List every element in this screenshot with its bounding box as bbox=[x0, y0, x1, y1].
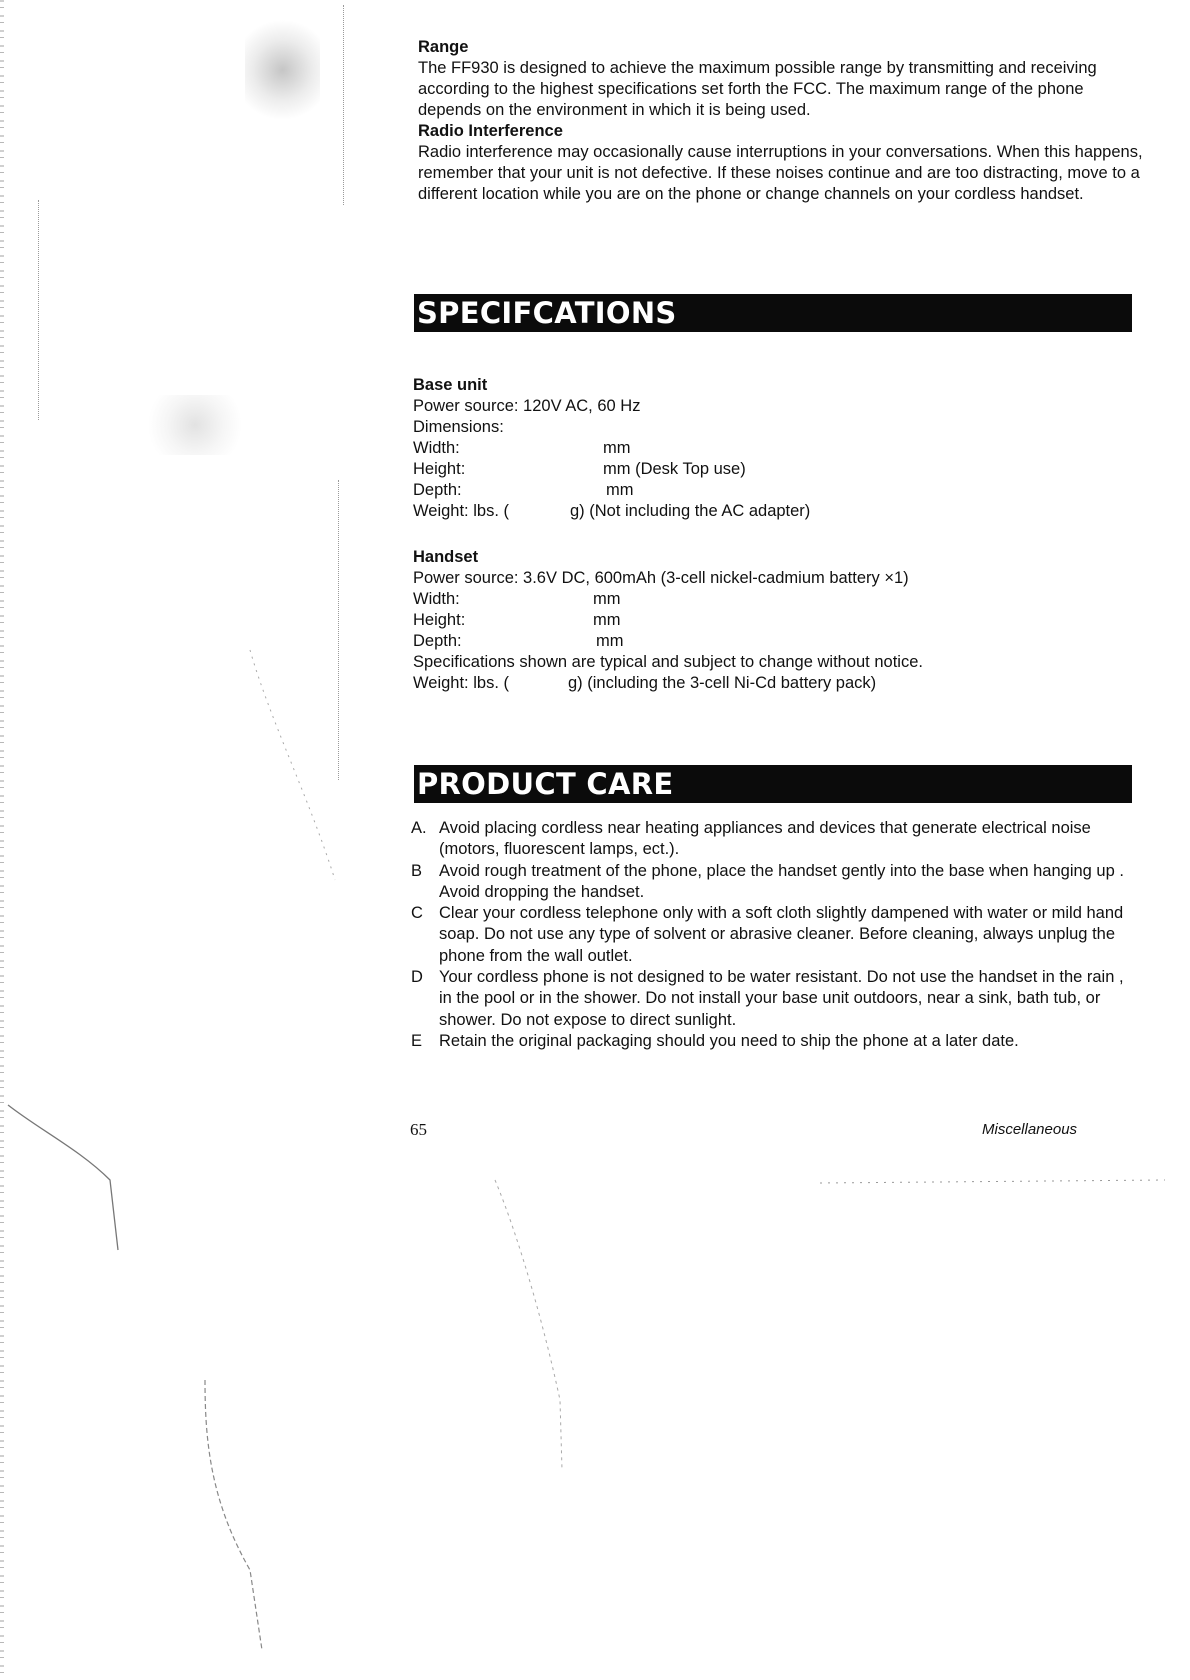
handset-specs bbox=[413, 547, 1133, 694]
list-item: E Retain the original packaging should you need to ship the phone at a later date. bbox=[411, 1031, 1019, 1050]
handset-depth: Depth: mm bbox=[413, 632, 624, 650]
base-unit-specs bbox=[413, 375, 1133, 522]
radio-interference-heading: Radio Interference bbox=[418, 122, 563, 140]
product-care-list bbox=[411, 818, 1136, 1052]
handset-power-source: Power source: 3.6V DC, 600mAh (3-cell nickel-cadmium battery ×1) bbox=[413, 569, 909, 587]
radio-interference-text: Radio interference may occasionally cause interruptions in your conversations. When this happens, remember that your unit is not defective. If these noises continue and are too distracting, move to a different location while you are on the phone or change channels on your cordless handset. bbox=[418, 143, 1143, 203]
list-item: A. Avoid placing cordless near heating appliances and devices that generate electrical noise (motors, fluorescent lamps, ect.). bbox=[411, 819, 1091, 859]
list-item: D Your cordless phone is not designed to be water resistant. Do not use the handset in the rain , in the pool or in the shower. Do not install your base unit outdoors, near a sink, bath tub, or shower. Do not expose to direct sunlight. bbox=[411, 968, 1124, 1029]
base-width: Width: mm bbox=[413, 439, 631, 457]
product-care-title-bar bbox=[414, 765, 1132, 803]
handset-heading: Handset bbox=[413, 548, 479, 566]
base-dimensions: Dimensions: bbox=[413, 418, 504, 436]
list-item: C Clear your cordless telephone only with a soft cloth slightly dampened with water or mild hand soap. Do not use any type of solvent or abrasive cleaner. Before cleaning, always unplug the phone from the wall outlet. bbox=[411, 904, 1124, 965]
base-power-source: Power source: 120V AC, 60 Hz bbox=[413, 397, 641, 415]
base-weight: Weight: lbs. ( g) (Not including the AC adapter) bbox=[413, 502, 811, 520]
range-heading: Range bbox=[418, 38, 469, 56]
base-height: Height: mm (Desk Top use) bbox=[413, 460, 746, 478]
specifications-title: SPECIFCATIONS bbox=[417, 296, 677, 330]
specifications-title-bar bbox=[414, 294, 1132, 332]
range-section bbox=[418, 37, 1143, 205]
handset-weight: Weight: lbs. ( g) (including the 3-cell Ni-Cd battery pack) bbox=[413, 674, 877, 692]
handset-spec-note: Specifications shown are typical and subject to change without notice. bbox=[413, 653, 923, 671]
base-depth: Depth: mm bbox=[413, 481, 634, 499]
range-text: The FF930 is designed to achieve the maximum possible range by transmitting and receiving according to the highest specifications set forth the FCC. The maximum range of the phone depends on the environment in which it is being used. bbox=[418, 59, 1097, 119]
handset-height: Height: mm bbox=[413, 611, 621, 629]
list-item: B Avoid rough treatment of the phone, place the handset gently into the base when hanging up . Avoid dropping the handset. bbox=[411, 861, 1124, 901]
handset-width: Width: mm bbox=[413, 590, 621, 608]
product-care-title: PRODUCT CARE bbox=[417, 767, 674, 801]
base-unit-heading: Base unit bbox=[413, 376, 488, 394]
page-number: 65 bbox=[410, 1120, 427, 1139]
section-name: Miscellaneous bbox=[982, 1121, 1078, 1138]
